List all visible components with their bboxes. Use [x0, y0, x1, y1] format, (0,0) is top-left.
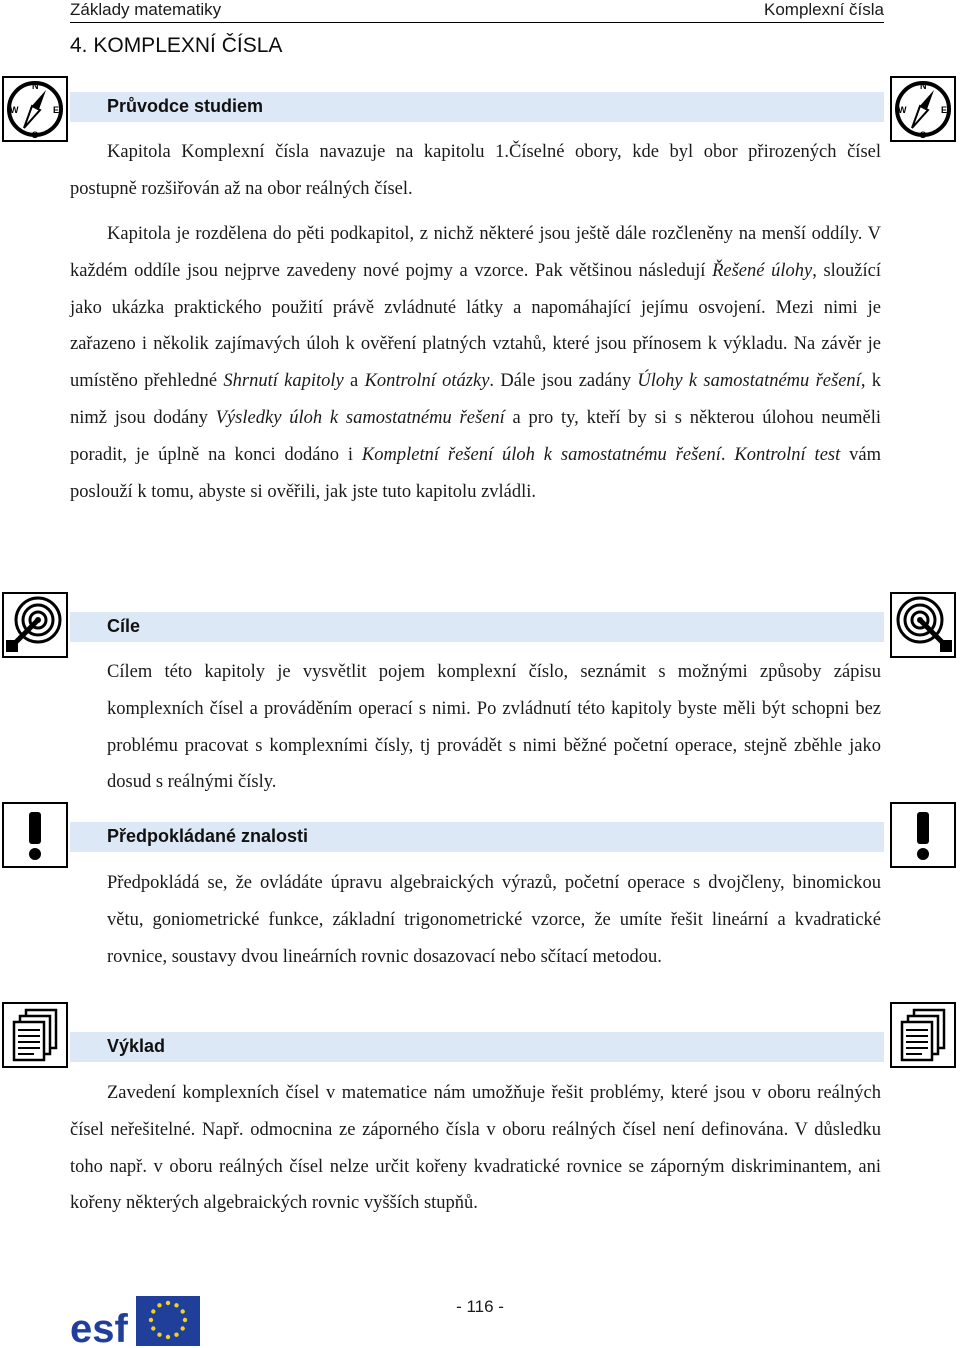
target-icon [890, 592, 956, 658]
goals-paragraph: Cílem této kapitoly je vysvětlit pojem komplexní číslo, seznámit s možnými způsoby zápisu komplexních čísel a prováděním operací s nimi. Po zvládnutí této kapitoly byste měli být schopni bez problému pracovat s komplexními čísly, tj provádět s nimi běžné početní operace, stejně zběhle jako dosud s reálnými čísly. [107, 662, 881, 793]
compass-icon [890, 76, 956, 142]
compass-icon [2, 76, 68, 142]
lecture-paragraph: Zavedení komplexních čísel v matematice nám umožňuje řešit problémy, které jsou v oboru reálných čísel neřešitelné. Např. odmocnina ze záporného čísla v oboru reálných čísel není definována. V důsledku toho např. v oboru reálných čísel nelze určit kořeny kvadratické rovnice se záporným diskriminantem, ani kořeny některých algebraických rovnic vyšších stupňů. [70, 1083, 881, 1214]
section-title-prereq: Předpokládané znalosti [107, 826, 309, 846]
svg-text:S: S [32, 130, 39, 140]
section-title-guide: Průvodce studiem [107, 96, 264, 116]
section-title-goals: Cíle [107, 616, 141, 636]
exclamation-icon [2, 802, 68, 868]
svg-text:E: E [53, 105, 60, 115]
section-band-guide [70, 92, 884, 122]
svg-text:E: E [941, 105, 948, 115]
header-left: Základy matematiky [70, 0, 222, 19]
svg-text:S: S [920, 130, 927, 140]
svg-text:N: N [32, 81, 39, 91]
running-header [70, 0, 884, 23]
guide-paragraph-2: Kapitola je rozdělena do pěti podkapitol, z nichž některé jsou ještě dále rozčleněny na menší oddíly. V každém oddíle jsou nejprve zavedeny nové pojmy a vzorce. Pak většinou následují Řešené úlohy, sloužící jako ukázka praktického použití právě zvládnuté látky a napomáhající jejímu osvojení. Mezi nimi je zařazeno i několik zajímavých úloh k ověření platných vztahů, které jsou přínosem k výkladu. Na závěr je umístěno přehledné Shrnutí kapitoly a Kontrolní otázky. Dále jsou zadány Úlohy k samostatnému řešení, k nimž jsou dodány Výsledky úloh k samostatnému řešení a pro ty, kteří by si s některou úlohou neuměli poradit, je úplně na konci dodáno i Kompletní řešení úloh k samostatnému řešení. Kontrolní test vám poslouží k tomu, abyste si ověřili, jak jste tuto kapitolu zvládli. [70, 224, 881, 502]
documents-icon [890, 1002, 956, 1068]
section-title-lecture: Výklad [107, 1036, 166, 1056]
page-number: - 116 - [456, 1297, 504, 1316]
prereq-paragraph: Předpokládá se, že ovládáte úpravu algebraických výrazů, početní operace s dvojčleny, binomickou větu, goniometrické funkce, základní trigonometrické vzorce, že umíte řešit lineární a kvadratické rovnice, soustavy dvou lineárních rovnic dosazovací nebo sčítací metodou. [107, 873, 881, 967]
guide-paragraph-1: Kapitola Komplexní čísla navazuje na kapitolu 1.Číselné obory, kde byl obor přirozených čísel postupně rozšiřován až na obor reálných čísel. [70, 142, 881, 199]
svg-text:W: W [10, 105, 19, 115]
svg-text:N: N [920, 81, 927, 91]
chapter-title: 4. KOMPLEXNÍ ČÍSLA [70, 34, 283, 57]
section-band-goals [70, 612, 884, 642]
section-band-prereq [70, 822, 884, 852]
exclamation-icon [890, 802, 956, 868]
svg-text:W: W [898, 105, 907, 115]
documents-icon [2, 1002, 68, 1068]
esf-logo-text: esf [70, 1307, 128, 1348]
header-right: Komplexní čísla [764, 0, 884, 19]
target-icon [2, 592, 68, 658]
section-band-lecture [70, 1032, 884, 1062]
